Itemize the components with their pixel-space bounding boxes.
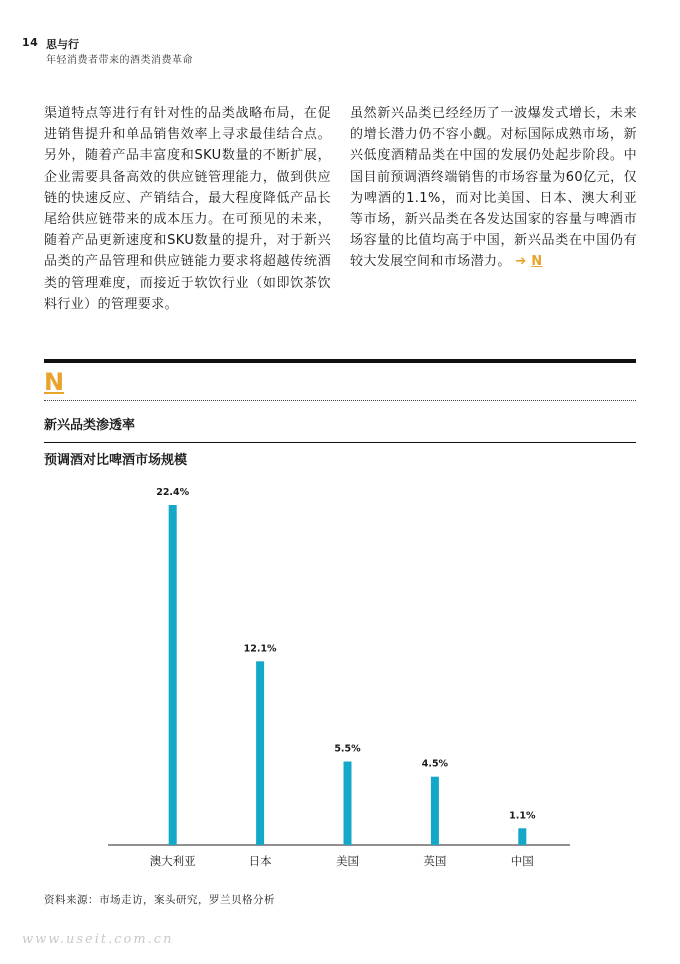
bar-value-label: 4.5% <box>421 758 449 770</box>
bar-value-label: 1.1% <box>509 810 536 822</box>
body-text-left-column: 渠道特点等进行有针对性的品类战略布局，在促进销售提升和单品销售效率上寻求最佳结合点。另外，随着产品丰富度和SKU数量的不断扩展，企业需要具备高效的供应链管理能力，做到供应链的快速反应、产销结合，最大程度降低产品长尾给供应链带来的成本压力。在可预见的未来，随着产品更新速度和SKU数量的提升，对于新兴品类的产品管理和供应链能力要求将超越传统酒类的管理难度，而接近于软饮行业（如即饮茶饮料行业）的管理要求。 <box>44 106 331 312</box>
running-subtitle: 年轻消费者带来的酒类消费革命 <box>46 55 193 66</box>
page-number: 14 <box>22 36 39 49</box>
arrow-right-icon: ➔ <box>515 254 527 270</box>
category-tick-label: 澳大利亚 <box>149 854 196 868</box>
chart-bar <box>169 505 177 845</box>
end-mark-logo: N <box>531 254 543 270</box>
section-title: 新兴品类渗透率 <box>44 418 136 433</box>
watermark: www.useit.com.cn <box>22 932 174 947</box>
section-logo: N <box>44 368 65 396</box>
category-tick-label: 日本 <box>248 854 272 868</box>
chart-bar <box>256 661 264 845</box>
category-tick-label: 美国 <box>336 854 359 868</box>
chart-title: 预调酒对比啤酒市场规模 <box>44 453 188 468</box>
chart-bar <box>518 828 526 845</box>
bar-value-label: 5.5% <box>334 743 361 755</box>
category-tick-label: 英国 <box>423 854 447 868</box>
category-tick-label: 中国 <box>510 854 534 868</box>
right-column-text: 虽然新兴品类已经经历了一波爆发式增长，未来的增长潜力仍不容小觑。对标国际成熟市场，新兴低度酒精品类在中国的发展仍处起步阶段。中国目前预调酒终端销售的市场容量为60亿元，仅为啤酒的1.1%，而对比美国、日本、澳大利亚等市场，新兴品类在各发达国家的容量与啤酒市场容量的比值均高于中国，新兴品类在中国仍有较大发展空间和市场潜力。 <box>350 106 637 270</box>
chart-bar <box>431 777 439 845</box>
running-title: 思与行 <box>46 38 79 51</box>
bar-value-label: 22.4% <box>156 487 190 498</box>
chart-bar <box>344 762 352 845</box>
source-note: 资料来源：市场走访，案头研究，罗兰贝格分析 <box>44 894 275 906</box>
bar-value-label: 12.1% <box>243 643 277 655</box>
